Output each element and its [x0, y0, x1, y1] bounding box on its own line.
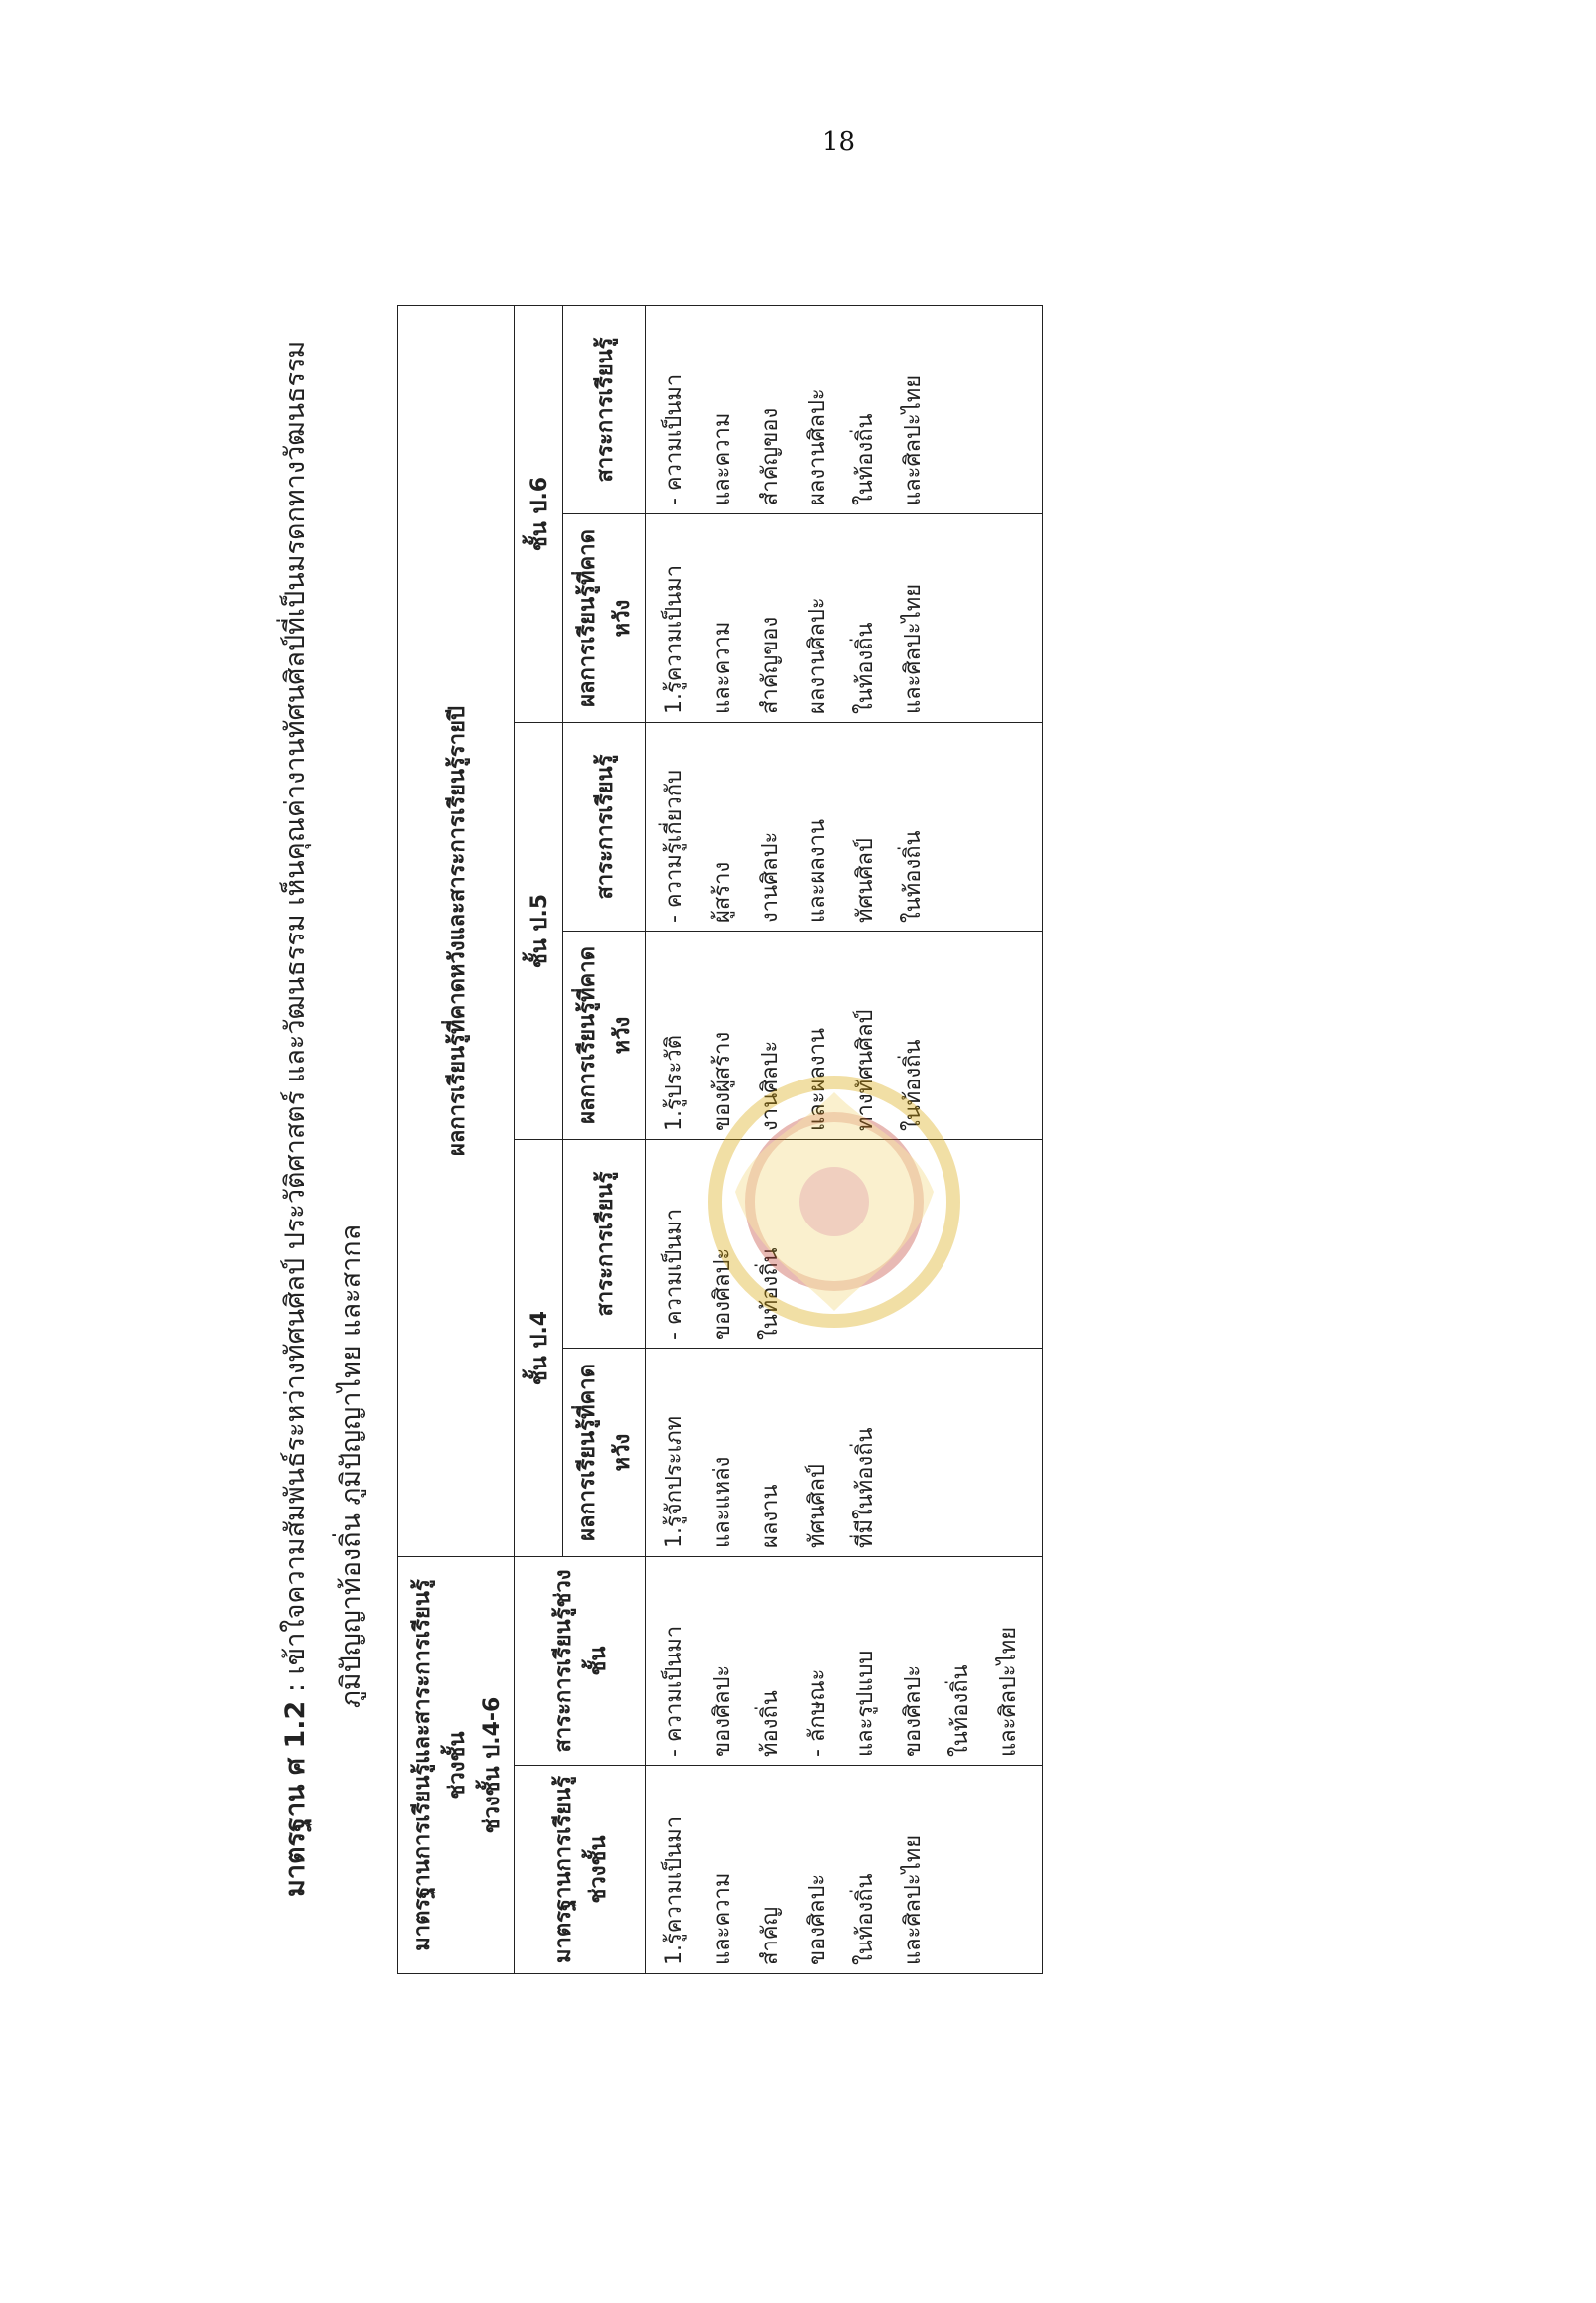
header-outcome-4: ผลการเรียนรู้ที่คาดหวัง [563, 1349, 646, 1557]
cell-line: งานศิลปะ [758, 831, 783, 923]
cell-line: ในท้องถิ่น [901, 830, 926, 923]
cell-outcome-4 [646, 1349, 1043, 1557]
cell-line: และความ [710, 1872, 735, 1965]
cell-line: ของศิลปะ [805, 1873, 830, 1965]
cell-line: ผลงาน [758, 1484, 783, 1548]
cell-line: - ความเป็นมา [662, 1208, 687, 1340]
cell-line: ในท้องถิ่น [853, 622, 878, 714]
cell-line: - ลักษณะ [805, 1668, 830, 1757]
cell-line: และศิลปะไทย [901, 374, 926, 505]
cell-line: และแหล่ง [710, 1456, 735, 1548]
cell-content-range [646, 1557, 1043, 1766]
cell-line: และความ [710, 412, 735, 505]
cell-line: ในท้องถิ่น [853, 413, 878, 505]
cell-line: ในท้องถิ่น [758, 1247, 783, 1340]
cell-line: - ความเป็นมา [662, 373, 687, 505]
header-outcomes-group: ผลการเรียนรู้ที่คาดหวังและสาระการเรียนรู้รายปี [398, 306, 515, 1557]
cell-line: ทางทัศนศิลป์ [853, 1009, 878, 1131]
cell-line: ทัศนศิลป์ [853, 838, 878, 923]
header-outcome-6: ผลการเรียนรู้ที่คาดหวัง [563, 514, 646, 723]
cell-line: ของผู้สร้าง [710, 1031, 735, 1131]
header-content-range: สาระการเรียนรู้ช่วงชั้น [515, 1557, 646, 1766]
cell-line: งานศิลปะ [758, 1040, 783, 1131]
cell-line: ที่มีในท้องถิ่น [853, 1427, 878, 1548]
cell-line: ผลงานศิลปะ [805, 597, 830, 714]
standard-text-line2: ภูมิปัญญาท้องถิ่น ภูมิปัญญาไทย และสากล [336, 1223, 366, 1708]
cell-line: และศิลปะไทย [901, 1834, 926, 1965]
header-content-5: สาระการเรียนรู้ [563, 723, 646, 932]
header-outcome-5: ผลการเรียนรู้ที่คาดหวัง [563, 932, 646, 1140]
cell-content-6 [646, 306, 1043, 514]
cell-line: ของศิลปะ [901, 1664, 926, 1757]
header-standards-group: มาตรฐานการเรียนรู้และสาระการเรียนรู้ช่วงชั้น ช่วงชั้น ป.4-6 [398, 1557, 515, 1974]
cell-line: ผลงานศิลปะ [805, 388, 830, 505]
emblem-watermark [685, 1053, 983, 1351]
standard-label: มาตรฐาน ศ 1.2 [280, 1700, 311, 1897]
header-grade-6: ชั้น ป.6 [515, 306, 563, 723]
cell-line: และศิลปะไทย [901, 583, 926, 714]
cell-content-5 [646, 723, 1043, 932]
cell-line: และผลงาน [805, 819, 830, 923]
cell-line: และผลงาน [805, 1028, 830, 1131]
standard-heading [268, 209, 379, 1897]
header-content-4: สาระการเรียนรู้ [563, 1140, 646, 1349]
header-standard-range: มาตรฐานการเรียนรู้ช่วงชั้น [515, 1766, 646, 1974]
cell-line: สำคัญ [758, 1906, 783, 1965]
cell-line: ในท้องถิ่น [853, 1873, 878, 1965]
cell-line: สำคัญของ [758, 616, 783, 714]
cell-line: - ความรู้เกี่ยวกับ [662, 769, 687, 923]
standard-text: : เข้าใจความสัมพันธ์ระหว่างทัศนศิลป์ ประวัติศาสตร์ และวัฒนธรรม เห็นคุณค่างานทัศนศิลป์ที่เป็นมรดกทางวัฒนธรรม [280, 340, 311, 1701]
page-number: 18 [822, 127, 856, 157]
cell-line: ในท้องถิ่น [901, 1039, 926, 1131]
header-grade-5: ชั้น ป.5 [515, 723, 563, 1140]
cell-outcome-6 [646, 514, 1043, 723]
cell-line: และความ [710, 621, 735, 714]
cell-line: และรูปแบบ [853, 1650, 878, 1757]
header-content-6: สาระการเรียนรู้ [563, 306, 646, 514]
cell-line: ทัศนศิลป์ [805, 1464, 830, 1548]
cell-standard [646, 1766, 1043, 1974]
cell-line: ท้องถิ่น [758, 1690, 783, 1757]
cell-line: ของศิลปะ [710, 1664, 735, 1757]
cell-line: ในท้องถิ่น [948, 1664, 973, 1757]
cell-line: 1.รู้จักประเภท [662, 1415, 687, 1548]
cell-line: ผู้สร้าง [710, 861, 735, 923]
header-grade-4: ชั้น ป.4 [515, 1140, 563, 1557]
cell-line: ของศิลปะ [710, 1247, 735, 1340]
cell-line: และศิลปะไทย [996, 1626, 1021, 1757]
cell-line: - ความเป็นมา [662, 1625, 687, 1757]
cell-line: 1.รู้ความเป็นมา [662, 564, 687, 714]
cell-line: 1.รู้ความเป็นมา [662, 1815, 687, 1965]
cell-line: สำคัญของ [758, 407, 783, 505]
cell-line: 1.รู้ประวัติ [662, 1034, 687, 1131]
